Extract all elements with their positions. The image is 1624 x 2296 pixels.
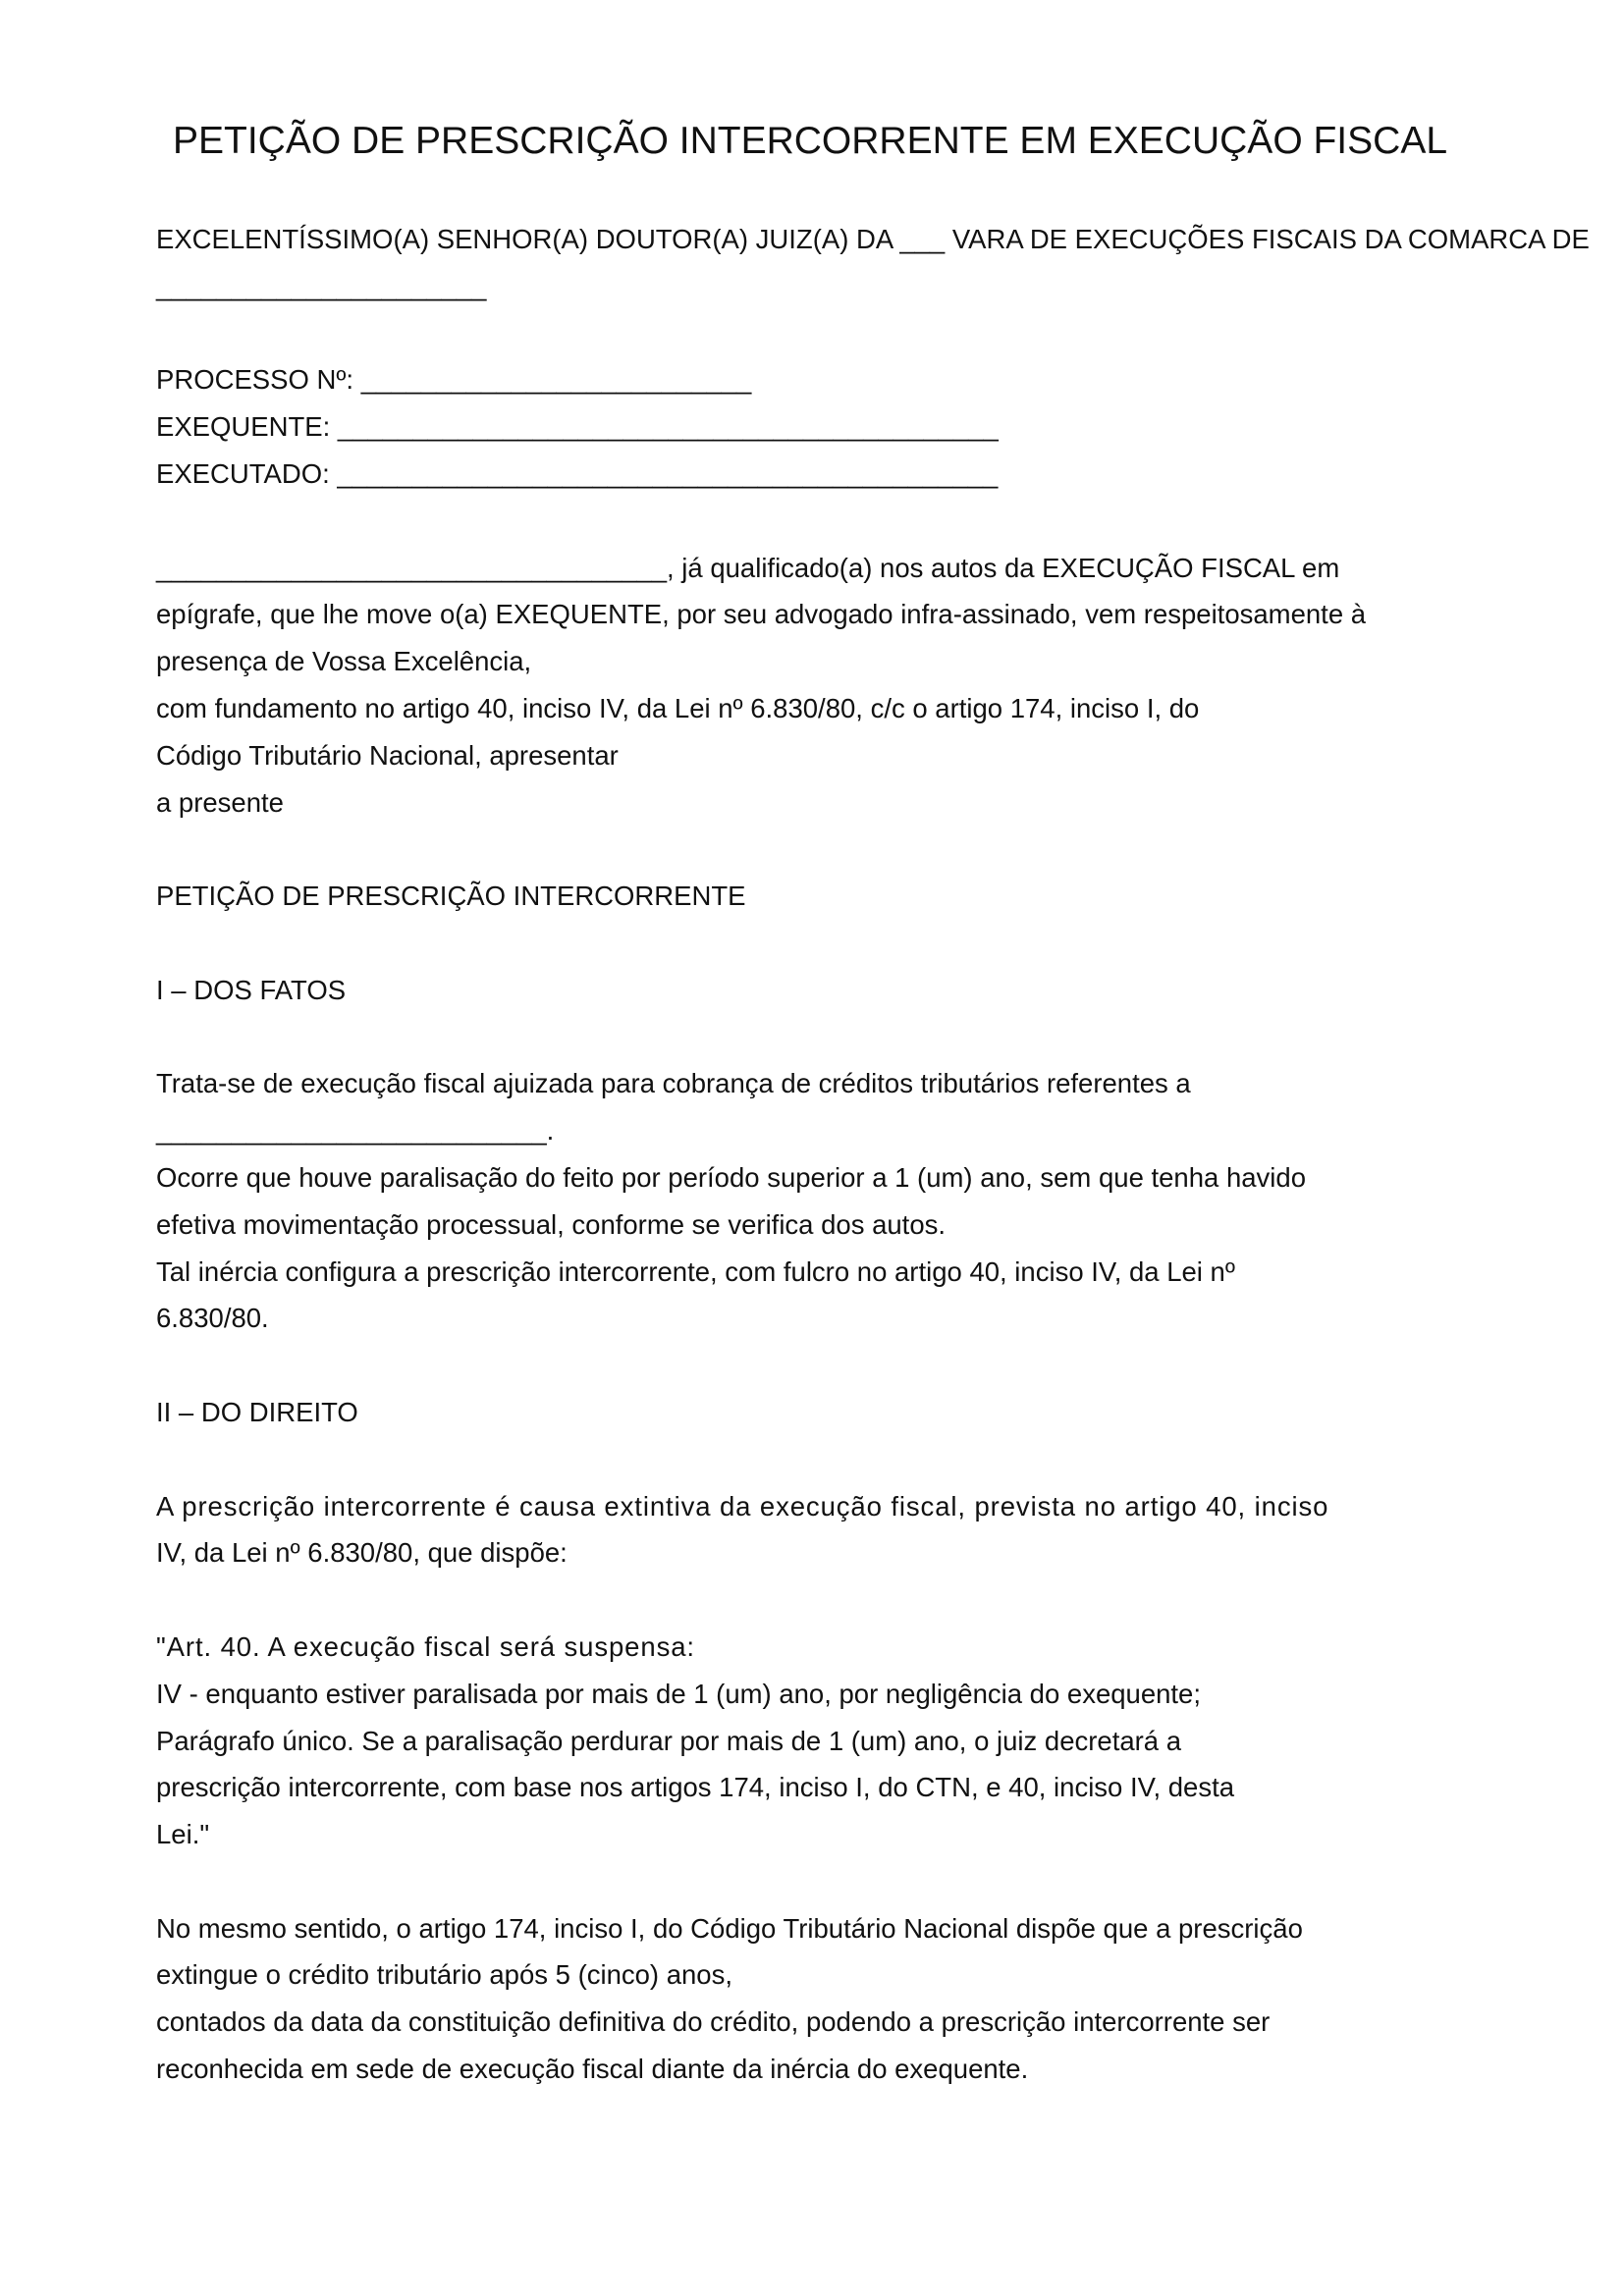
executado-field: EXECUTADO: ____________________________________________	[156, 457, 999, 489]
section-heading-facts: I – DOS FATOS	[156, 974, 347, 1005]
addressee-line: EXCELENTÍSSIMO(A) SENHOR(A) DOUTOR(A) JUIZ(A) DA ___ VARA DE EXECUÇÕES FISCAIS DA COMARCA DE	[156, 224, 1590, 254]
spacer	[156, 920, 1619, 967]
petition-heading: PETIÇÃO DE PRESCRIÇÃO INTERCORRENTE	[156, 881, 746, 912]
facts-line: Trata-se de execução fiscal ajuizada para cobrança de créditos tributários referentes a	[156, 1068, 1191, 1099]
spacer	[156, 1342, 1619, 1389]
quote-line: Lei."	[156, 1819, 210, 1850]
intro-line: epígrafe, que lhe move o(a) EXEQUENTE, por seu advogado infra-assinado, vem respeitosamente à	[156, 599, 1367, 630]
ctn-paragraph-line: No mesmo sentido, o artigo 174, inciso I, do Código Tributário Nacional dispõe que a prescrição	[156, 1912, 1303, 1944]
intro-line: presença de Vossa Excelência,	[156, 646, 532, 677]
spacer	[156, 1436, 1619, 1483]
spacer	[156, 498, 1619, 545]
processo-field: PROCESSO Nº: __________________________	[156, 364, 752, 396]
ctn-paragraph-line: reconhecida em sede de execução fiscal diante da inércia do exequente.	[156, 2054, 1029, 2085]
facts-line: Tal inércia configura a prescrição intercorrente, com fulcro no artigo 40, inciso IV, da Lei nº	[156, 1255, 1235, 1287]
law-paragraph-line: A prescrição intercorrente é causa extintiva da execução fiscal, prevista no artigo 40, inciso	[156, 1490, 1329, 1522]
facts-line: Ocorre que houve paralisação do feito por período superior a 1 (um) ano, sem que tenha havido	[156, 1161, 1306, 1193]
ctn-paragraph-line: contados da data da constituição definitiva do crédito, podendo a prescrição intercorrente ser	[156, 2006, 1271, 2038]
quote-line: "Art. 40. A execução fiscal será suspensa:	[156, 1630, 695, 1662]
exequente-field: EXEQUENTE: ____________________________________________	[156, 411, 999, 443]
law-paragraph-line: IV, da Lei nº 6.830/80, que dispõe:	[156, 1537, 568, 1569]
quote-line: prescrição intercorrente, com base nos artigos 174, inciso I, do CTN, e 40, inciso IV, desta	[156, 1772, 1234, 1803]
spacer	[156, 310, 1619, 357]
spacer	[156, 826, 1619, 873]
intro-line: __________________________________, já qualificado(a) nos autos da EXECUÇÃO FISCAL em	[156, 552, 1340, 583]
spacer	[156, 1014, 1619, 1061]
spacer	[156, 1858, 1619, 1905]
addressee-blank-line: ______________________	[156, 270, 487, 301]
section-heading-law: II – DO DIREITO	[156, 1396, 358, 1427]
intro-line: com fundamento no artigo 40, inciso IV, da Lei nº 6.830/80, c/c o artigo 174, inciso I, do	[156, 692, 1200, 723]
quote-line: Parágrafo único. Se a paralisação perdurar por mais de 1 (um) ano, o juiz decretará a	[156, 1725, 1182, 1756]
facts-line: efetiva movimentação processual, conforme se verifica dos autos.	[156, 1208, 946, 1240]
facts-line: __________________________.	[156, 1115, 555, 1147]
spacer	[156, 1576, 1619, 1624]
intro-line: Código Tributário Nacional, apresentar	[156, 739, 619, 771]
ctn-paragraph-line: extingue o crédito tributário após 5 (cinco) anos,	[156, 1959, 732, 1991]
quote-line: IV - enquanto estiver paralisada por mais de 1 (um) ano, por negligência do exequente;	[156, 1678, 1201, 1709]
facts-line: 6.830/80.	[156, 1303, 269, 1334]
document-body	[156, 216, 1619, 2093]
intro-line: a presente	[156, 786, 284, 818]
document-title: PETIÇÃO DE PRESCRIÇÃO INTERCORRENTE EM EXECUÇÃO FISCAL	[173, 120, 1448, 162]
